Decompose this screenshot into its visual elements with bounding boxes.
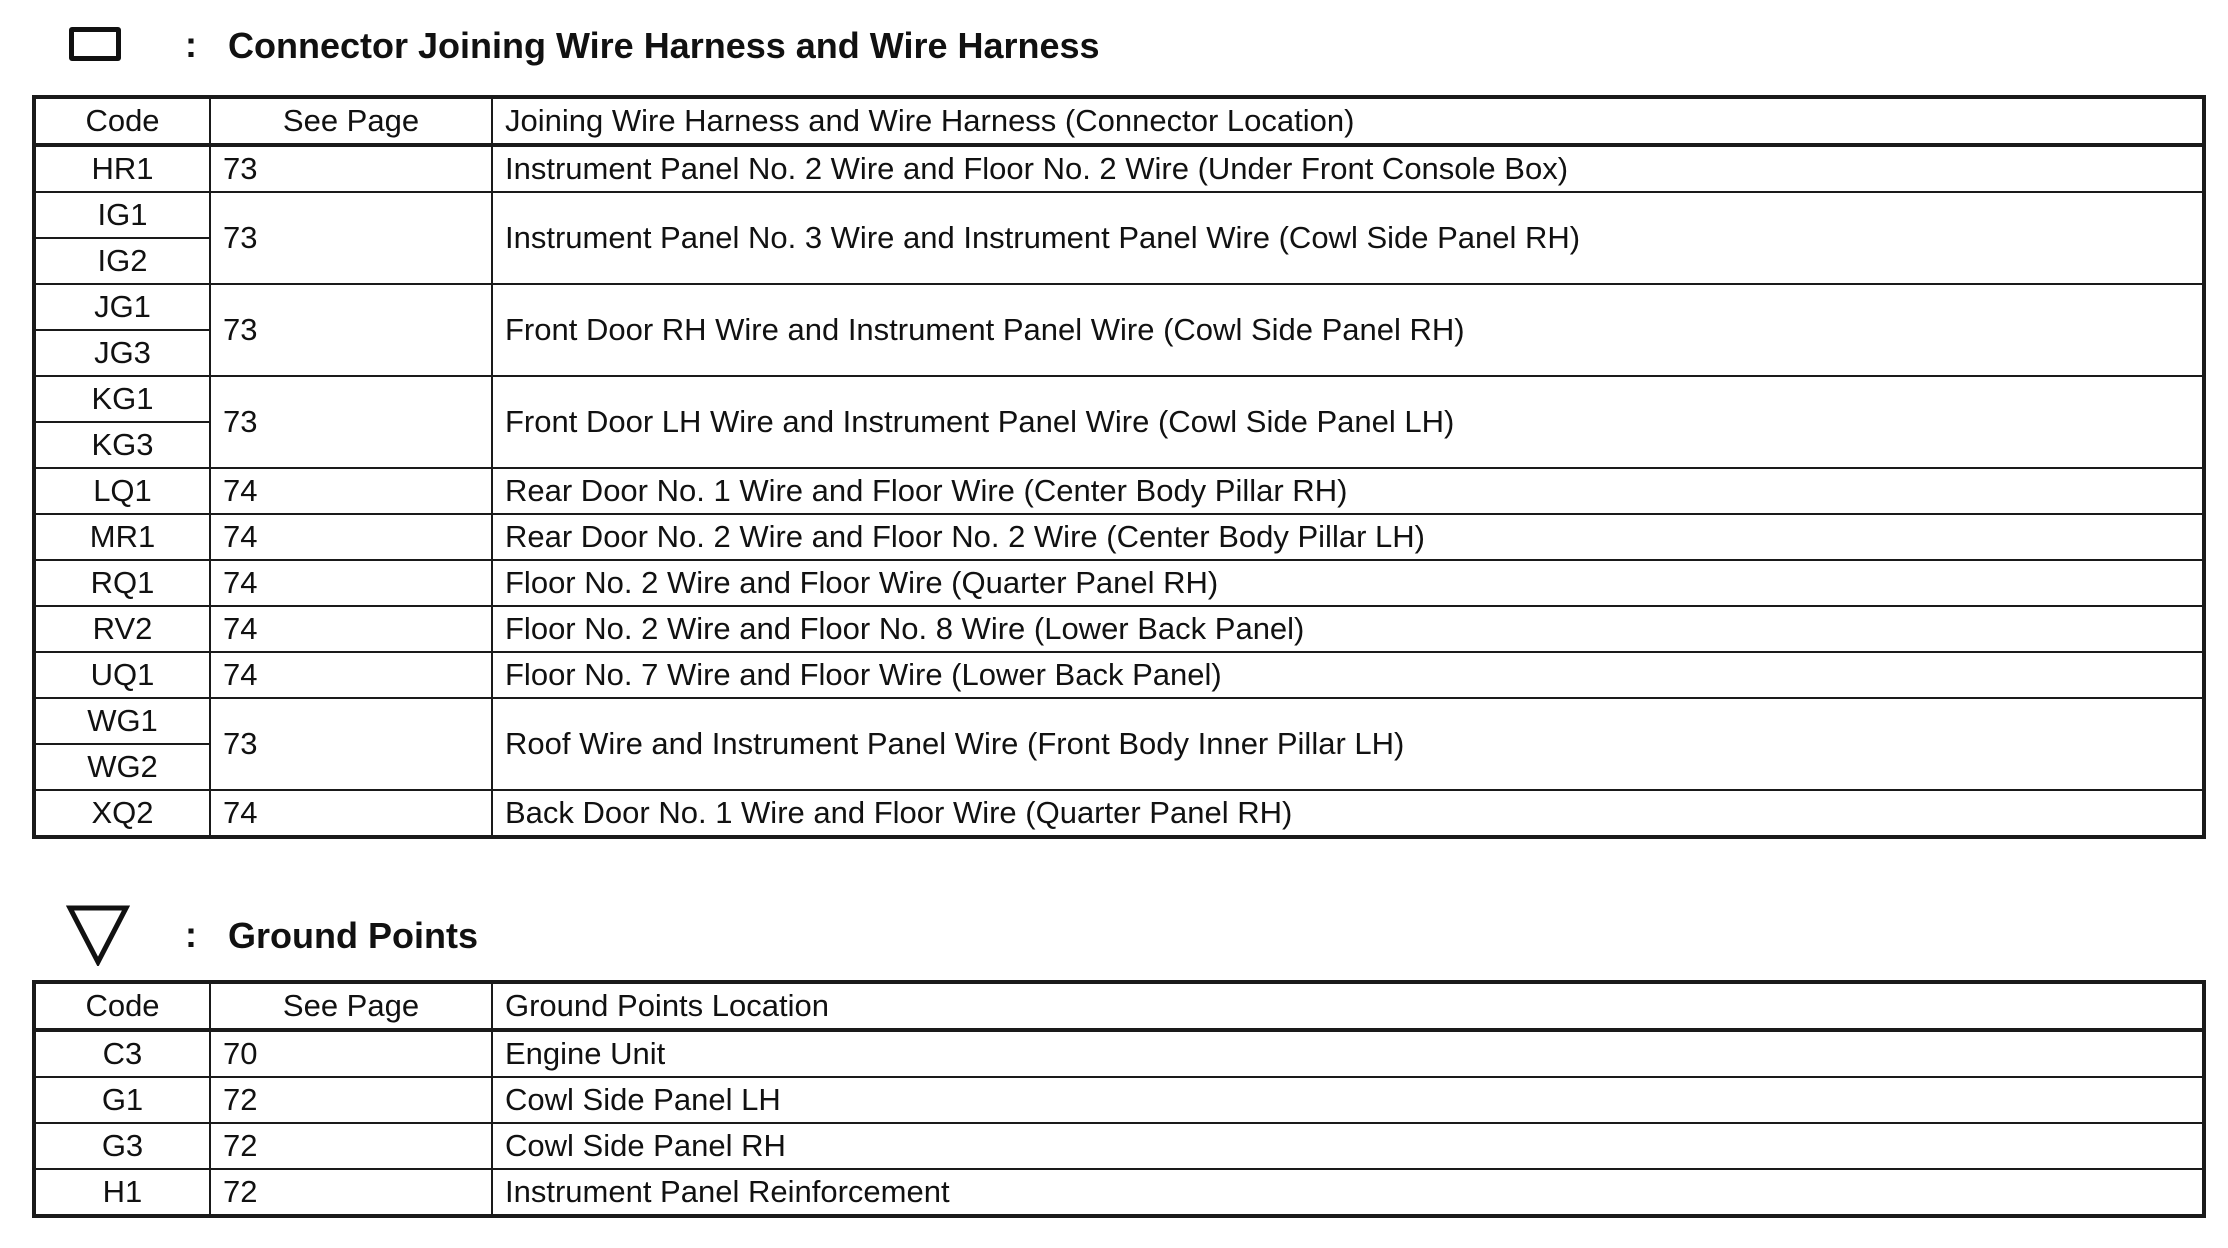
see-page-cell: 74	[210, 790, 492, 837]
connector-code-cell: WG1	[34, 698, 210, 744]
table-row	[34, 376, 2204, 422]
ground-code-cell: C3	[34, 1030, 210, 1077]
ground-table-body	[34, 1030, 2204, 1216]
connector-section-title: Connector Joining Wire Harness and Wire Harness	[228, 25, 1100, 66]
table-row	[34, 514, 2204, 560]
connector-code-cell: KG3	[34, 422, 210, 468]
connector-location-cell: Instrument Panel No. 2 Wire and Floor No. 2 Wire (Under Front Console Box)	[492, 145, 2204, 192]
column-header-see-page: See Page	[210, 97, 492, 145]
see-page-cell: 73	[210, 284, 492, 376]
ground-location-cell: Instrument Panel Reinforcement	[492, 1169, 2204, 1216]
connector-location-cell: Instrument Panel No. 3 Wire and Instrument Panel Wire (Cowl Side Panel RH)	[492, 192, 2204, 284]
connector-code-cell: IG2	[34, 238, 210, 284]
table-row	[34, 1169, 2204, 1216]
table-row	[34, 192, 2204, 238]
connector-location-cell: Back Door No. 1 Wire and Floor Wire (Quarter Panel RH)	[492, 790, 2204, 837]
table-row	[34, 1030, 2204, 1077]
connector-code-cell: XQ2	[34, 790, 210, 837]
connector-table-header-row	[34, 97, 2204, 145]
square-outline-icon	[69, 27, 121, 61]
see-page-cell: 70	[210, 1030, 492, 1077]
connector-location-cell: Floor No. 2 Wire and Floor No. 8 Wire (Lower Back Panel)	[492, 606, 2204, 652]
see-page-cell: 74	[210, 468, 492, 514]
see-page-cell: 73	[210, 145, 492, 192]
ground-location-cell: Cowl Side Panel LH	[492, 1077, 2204, 1123]
ground-section-colon: :	[185, 914, 197, 955]
see-page-cell: 74	[210, 514, 492, 560]
connector-location-cell: Front Door LH Wire and Instrument Panel Wire (Cowl Side Panel LH)	[492, 376, 2204, 468]
connector-table	[32, 95, 2206, 839]
connector-code-cell: RV2	[34, 606, 210, 652]
column-header-see-page: See Page	[210, 982, 492, 1030]
ground-code-cell: H1	[34, 1169, 210, 1216]
table-row	[34, 1077, 2204, 1123]
column-header-code: Code	[34, 97, 210, 145]
connector-location-cell: Roof Wire and Instrument Panel Wire (Front Body Inner Pillar LH)	[492, 698, 2204, 790]
connector-code-cell: WG2	[34, 744, 210, 790]
connector-code-cell: LQ1	[34, 468, 210, 514]
see-page-cell: 73	[210, 698, 492, 790]
connector-location-cell: Front Door RH Wire and Instrument Panel Wire (Cowl Side Panel RH)	[492, 284, 2204, 376]
table-row	[34, 652, 2204, 698]
ground-location-cell: Cowl Side Panel RH	[492, 1123, 2204, 1169]
see-page-cell: 72	[210, 1077, 492, 1123]
ground-table-header-row	[34, 982, 2204, 1030]
connector-location-cell: Rear Door No. 1 Wire and Floor Wire (Center Body Pillar RH)	[492, 468, 2204, 514]
column-header-code: Code	[34, 982, 210, 1030]
connector-code-cell: JG1	[34, 284, 210, 330]
ground-location-cell: Engine Unit	[492, 1030, 2204, 1077]
table-row	[34, 468, 2204, 514]
table-row	[34, 1123, 2204, 1169]
see-page-cell: 73	[210, 376, 492, 468]
connector-section-colon: :	[185, 24, 197, 65]
table-row	[34, 284, 2204, 330]
connector-location-cell: Floor No. 7 Wire and Floor Wire (Lower Back Panel)	[492, 652, 2204, 698]
see-page-cell: 72	[210, 1123, 492, 1169]
ground-table	[32, 980, 2206, 1218]
connector-code-cell: MR1	[34, 514, 210, 560]
column-header-location: Ground Points Location	[492, 982, 2204, 1030]
down-triangle-icon	[66, 904, 130, 966]
ground-section-title: Ground Points	[228, 915, 478, 956]
see-page-cell: 74	[210, 606, 492, 652]
ground-code-cell: G3	[34, 1123, 210, 1169]
see-page-cell: 74	[210, 652, 492, 698]
connector-code-cell: JG3	[34, 330, 210, 376]
see-page-cell: 72	[210, 1169, 492, 1216]
table-row	[34, 606, 2204, 652]
ground-code-cell: G1	[34, 1077, 210, 1123]
connector-code-cell: HR1	[34, 145, 210, 192]
connector-section-header	[0, 10, 2228, 80]
connector-location-cell: Floor No. 2 Wire and Floor Wire (Quarter Panel RH)	[492, 560, 2204, 606]
table-row	[34, 560, 2204, 606]
connector-code-cell: KG1	[34, 376, 210, 422]
connector-location-cell: Rear Door No. 2 Wire and Floor No. 2 Wire (Center Body Pillar LH)	[492, 514, 2204, 560]
table-row	[34, 698, 2204, 744]
connector-code-cell: UQ1	[34, 652, 210, 698]
ground-section-header	[0, 900, 2228, 970]
see-page-cell: 73	[210, 192, 492, 284]
table-row	[34, 145, 2204, 192]
connector-code-cell: RQ1	[34, 560, 210, 606]
connector-code-cell: IG1	[34, 192, 210, 238]
column-header-location: Joining Wire Harness and Wire Harness (Connector Location)	[492, 97, 2204, 145]
see-page-cell: 74	[210, 560, 492, 606]
table-row	[34, 790, 2204, 837]
connector-table-body	[34, 145, 2204, 837]
